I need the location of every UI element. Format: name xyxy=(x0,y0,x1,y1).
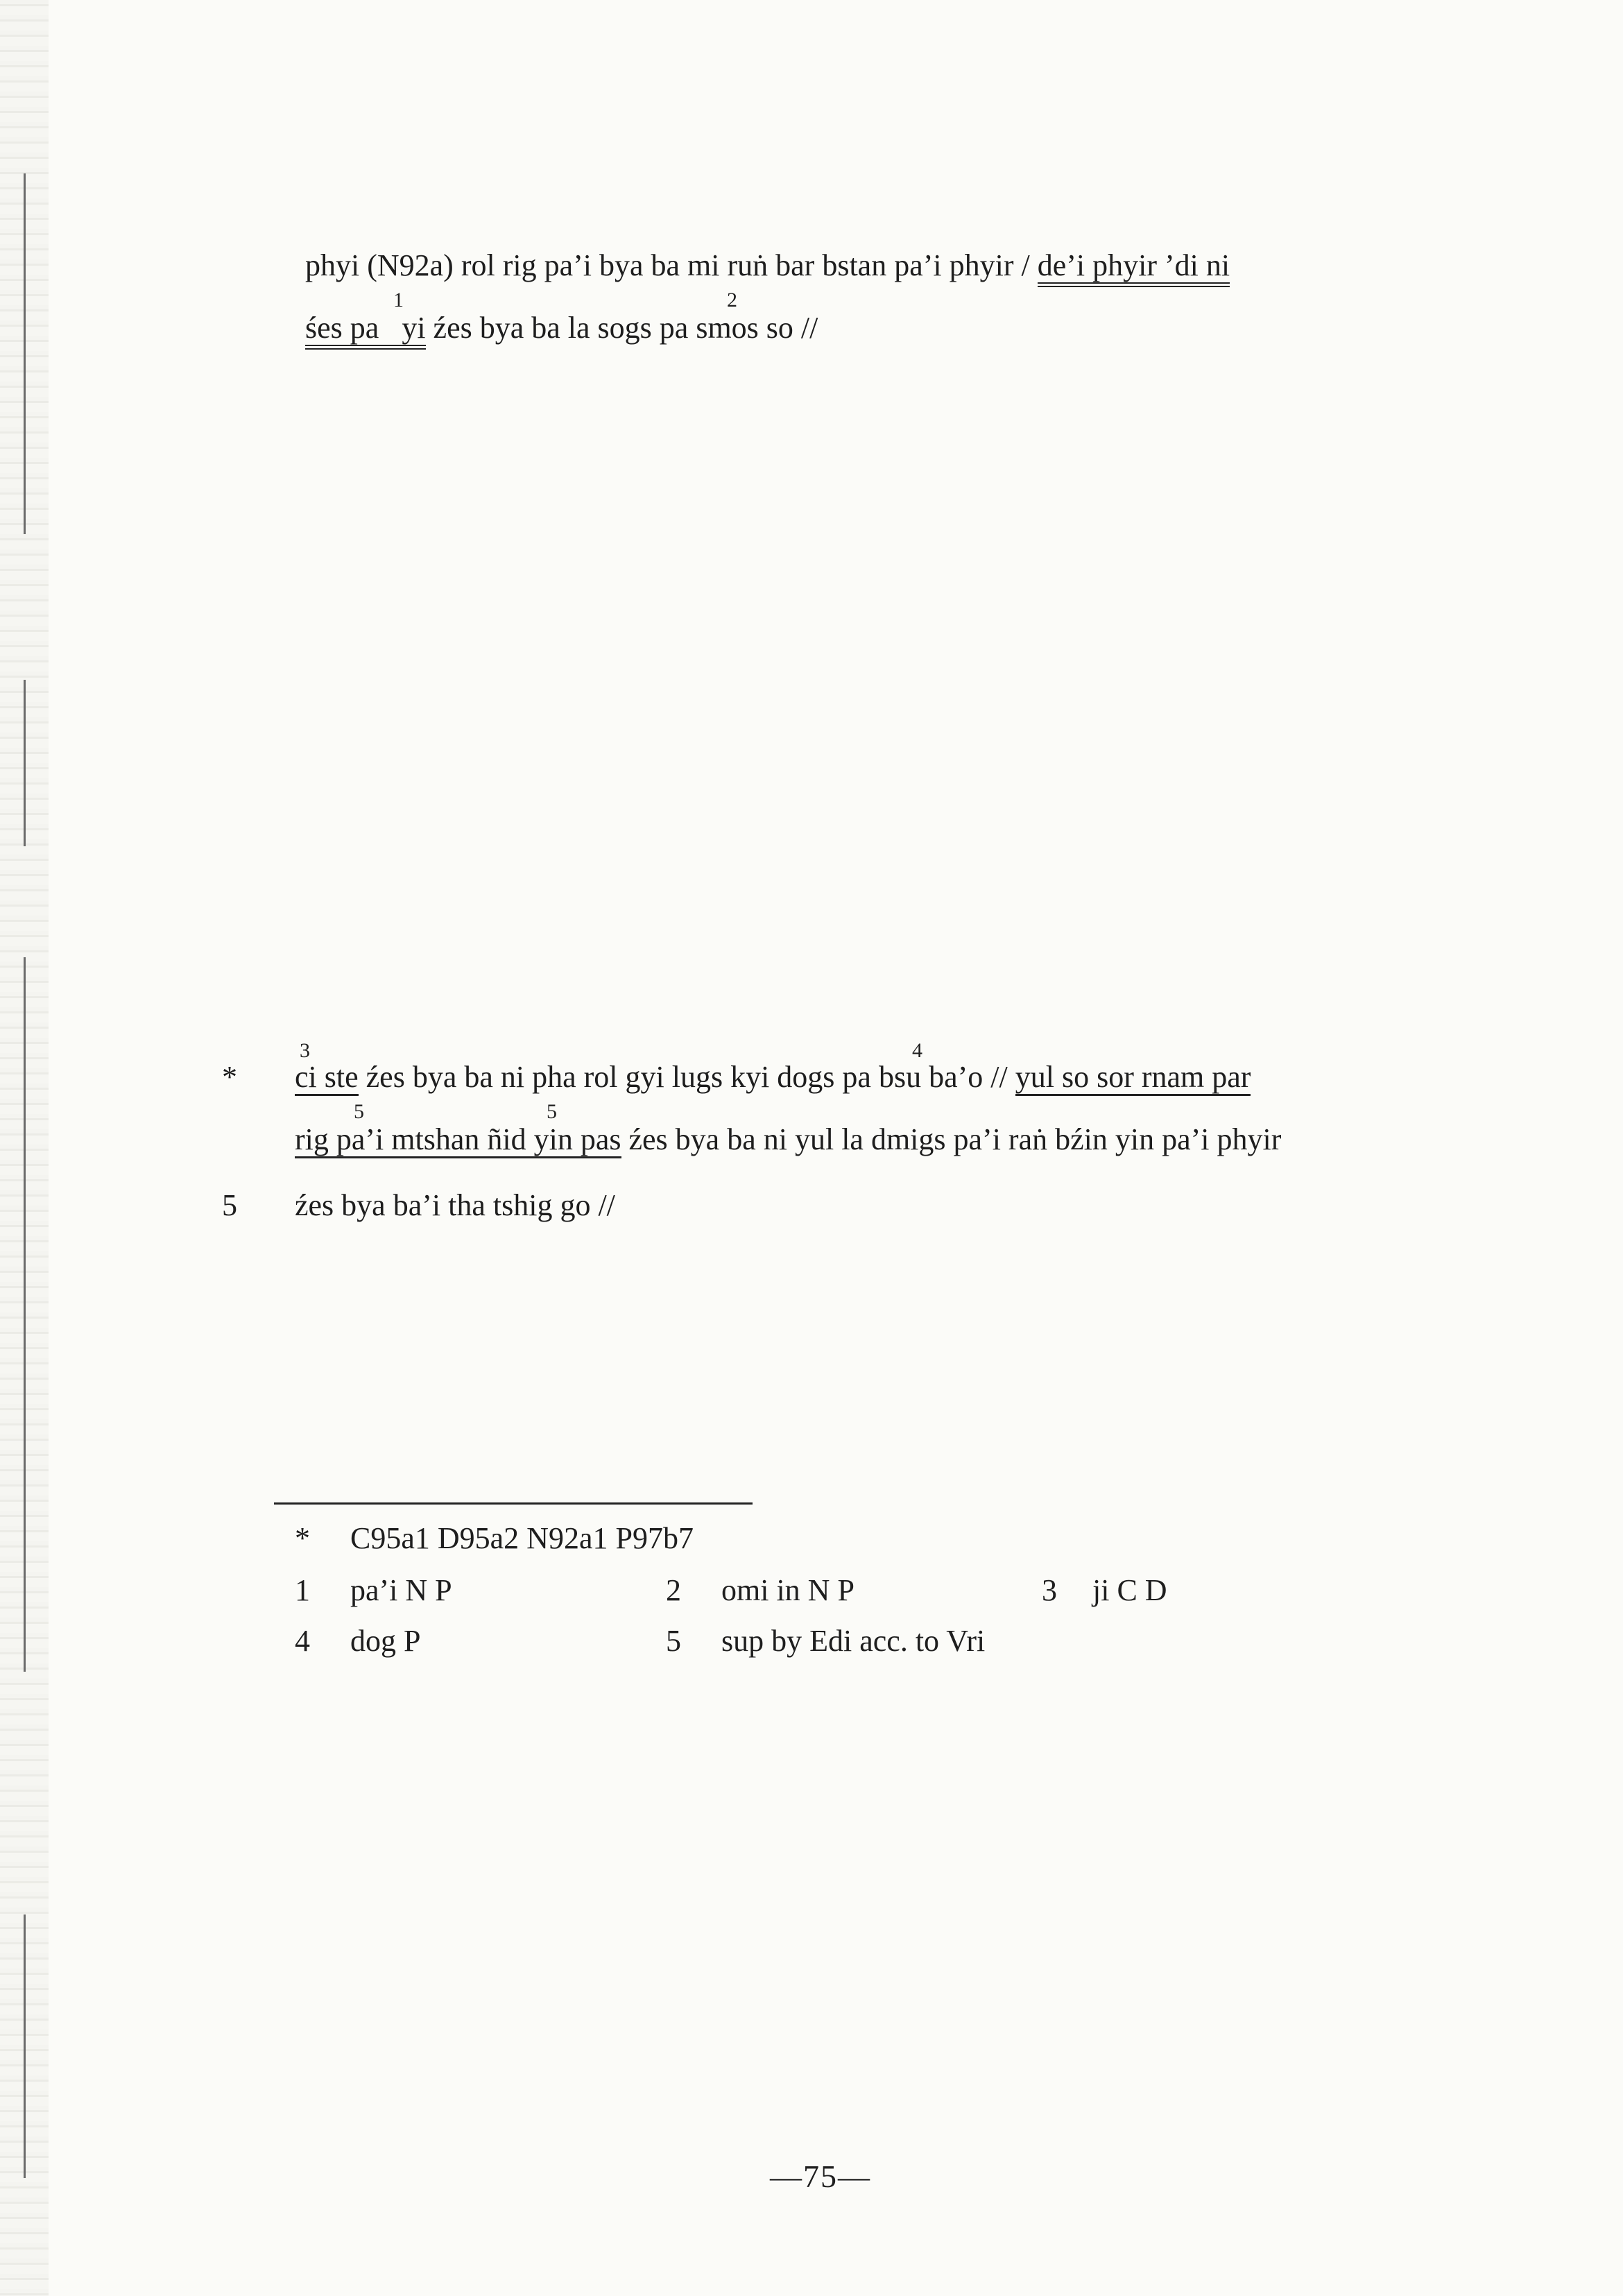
binding-edge-line xyxy=(24,957,26,1672)
para2-line1 xyxy=(295,1058,1251,1097)
footnote-ref-3: 3 xyxy=(300,1039,310,1062)
para1-line2 xyxy=(305,309,818,348)
para2-line2 xyxy=(295,1120,1281,1159)
para1-line2-word-a: śes pa xyxy=(305,311,379,345)
footnote-1-text: pa’i N P xyxy=(350,1573,452,1607)
para1-line2-underlined xyxy=(305,311,426,350)
footnote-ref-5a: 5 xyxy=(354,1100,364,1123)
entry-marker: * xyxy=(222,1060,237,1094)
footnote-3-number: 3 xyxy=(1042,1573,1057,1607)
footnote-1-number: 1 xyxy=(295,1573,310,1607)
para2-line2-text: źes bya ba ni yul la dmigs pa’i raṅ bźin yin pa’i phyir xyxy=(628,1122,1282,1156)
footnote-5-text: sup by Edi acc. to Vri xyxy=(721,1624,986,1658)
para2-line1-text: źes bya ba ni pha rol gyi lugs kyi dogs pa bsu ba’o // xyxy=(366,1060,1008,1094)
para2-line2-underlined: rig pa’i mtshan ñid yin pas xyxy=(295,1122,621,1158)
footnote-2-number: 2 xyxy=(666,1573,681,1607)
para1-line2-word-b: yi xyxy=(402,311,426,345)
page-number: —75— xyxy=(770,2159,871,2194)
footnote-4-text: dog P xyxy=(350,1624,421,1658)
binding-edge-line xyxy=(24,1914,26,2178)
footnote-4-number: 4 xyxy=(295,1624,310,1658)
para1-line1-underlined: de’i phyir ’di ni xyxy=(1038,248,1230,287)
footnote-2-text: omi in N P xyxy=(721,1573,855,1607)
para2-line3: źes bya ba’i tha tshig go // xyxy=(295,1188,615,1222)
footnote-3-text: ji C D xyxy=(1092,1573,1167,1607)
footnote-ref-4: 4 xyxy=(912,1039,922,1062)
footnote-separator xyxy=(274,1502,753,1505)
footnote-star: * xyxy=(295,1521,310,1555)
para1-line2-text: źes bya ba la sogs pa smos so // xyxy=(433,311,818,345)
footnote-sigla: C95a1 D95a2 N92a1 P97b7 xyxy=(350,1521,694,1555)
para1-line1 xyxy=(305,246,1230,285)
binding-edge-line xyxy=(24,680,26,846)
line-number: 5 xyxy=(222,1188,237,1222)
para2-line1-underlined-b: yul so sor rnam par xyxy=(1015,1060,1251,1096)
binding-edge-line xyxy=(24,173,26,534)
para1-line1-text: phyi (N92a) rol rig pa’i bya ba mi ruṅ bar bstan pa’i phyir / xyxy=(305,248,1030,282)
para2-line1-underlined-a: ci ste xyxy=(295,1060,359,1096)
footnote-ref-1: 1 xyxy=(393,289,404,311)
footnote-ref-2: 2 xyxy=(727,289,737,311)
footnote-5-number: 5 xyxy=(666,1624,681,1658)
footnote-ref-5b: 5 xyxy=(547,1100,557,1123)
